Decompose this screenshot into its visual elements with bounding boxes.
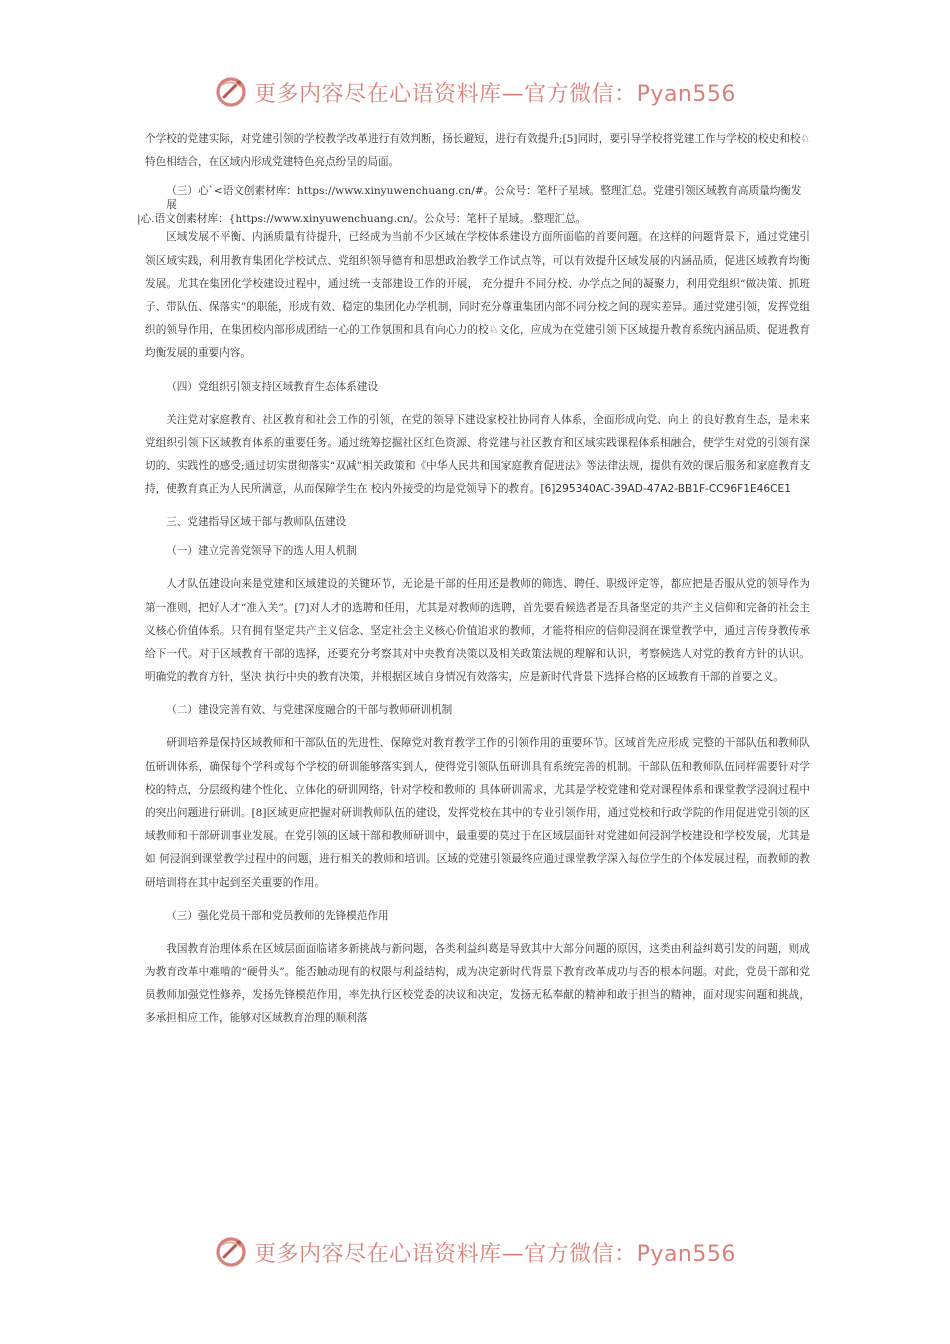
paragraph-talent-selection: 人才队伍建设向来是党建和区域建设的关键环节，无论是干部的任用还是教师的筛选、聘任、职级评定等，都应把是否服从党的领导作为第一准则，把好人才“准入关”。[7]对人才的选聘和任用，尤其是对教师的选聘，首先要看候选者是否具备坚定的共产主义信仰和完备的社会主义核心价值体系。只有拥有坚定共产主义信念、坚定社会主义核心价值追求的教师，才能将相应的信仰浸润在课堂教学中，通过言传身教传承给下一代。对于区域教育干部的选择，还要充分考察其对中央教育决策以及相关政策法规的理解和认识，考察候选人对党的教育方针的认识。明确党的教育方针，坚决 执行中央的教育决策，并根据区域自身情况有效落实，应是新时代背景下选择合格的区域教育干部的首要之义。: [145, 578, 810, 684]
paragraph-training-mechanism: 研训培养是保持区域教师和干部队伍的先进性、保障党对教育教学工作的引领作用的重要环节。区域首先应形成 完整的干部队伍和教师队伍研训体系，确保每个学科或每个学校的研训能够落实到人，使得党引领队伍研训具有系统完善的机制。干部队伍和教师队伍同样需要针对学校的特点，分层级构建个性化、立体化的研训网络，针对学校和教师的 具体研训需求，尤其是学校党建和党对课程体系和课堂教学浸润过程中的突出问题进行研训。[8]区域更应把握对研训教师队伍的建设，发挥党校在其中的专业引领作用，通过党校和行政学院的作用促进党引领的区域教师和干部研训事业发展。在党引领的区域干部和教师研训中，最重要的莫过于在区域层面针对党建如何浸润学校建设和学校发展，尤其是如 何浸润到课堂教学过程中的问题，进行相关的教师和培训。区域的党建引领最终应通过课堂教学深入每位学生的个体发展过程，而教师的教研培训将在其中起到至关重要的作用。: [145, 737, 810, 889]
section-heading-3-3: （三）心`<语文创素材库：https://www.xinyuwenchuang.cn/#。公众号：笔杆子星域。整理汇总。党建引领区域教育高质量均衡发展: [166, 185, 802, 212]
paragraph-education-ecosystem-text: 关注党对家庭教育、社区教育和社会工作的引领，在党的领导下建设家校社协同育人体系，全面形成向党、向上 的良好教育生态，是未来党组织引领下区域教育体系的重要任务。通过统筹挖掘社区红色资源、将党建与社区教育和区域实践课程体系相融合，使学生对党的引领有深切的、实践性的感受;通过切实贯彻落实“双减”相关政策和《中华人民共和国家庭教育促进法》等法律法规，提供有效的课后服务和家庭教育支持，使教育真正为人民所满意，从而保障学生在 校内外接受的均是党领导下的教育。: [145, 413, 810, 496]
paragraph-education-ecosystem: [145, 409, 810, 502]
watermark-text: [254, 1237, 736, 1268]
watermark-text: [254, 77, 736, 108]
paragraph-balanced-development: 区域发展不平衡、内涵质量有待提升，已经成为当前不少区域在学校体系建设方面所面临的首要问题。在这样的问题背景下，通过党建引领区域实践，利用教育集团化学校试点、党组织领导德育和思想政治教学工作试点等，可以有效提升区域发展的内涵品质，促进区域教育均衡发展。尤其在集团化学校建设过程中，通过统一支部建设工作的开展， 充分提升不同分校、办学点之间的凝聚力，利用党组织“做决策、抓班子、带队伍、保落实”的职能，形成有效、稳定的集团化办学机制，同时充分尊重集团内部不同分校之间的现实差异。通过党建引领，发挥党组织的领导作用，在集团校内部形成团结一心的工作氛围和具有向心力的校♘文化，应成为在党建引领下区域提升教育系统内涵品质、促进教育均衡发展的重要内容。: [145, 231, 810, 360]
section-heading-3-1: （一）建立完善党领导下的选人用人机制: [166, 545, 357, 558]
brand-logo-icon: [214, 1235, 248, 1269]
section-heading-3-4: （四）党组织引领支持区域教育生态体系建设: [166, 380, 379, 393]
watermark-separator: —: [501, 1241, 525, 1267]
document-body: [137, 128, 810, 1031]
section-heading-3-2: （二）建设完善有效、与党建深度融合的干部与教师研训机制: [166, 704, 453, 717]
chapter-heading-3: 三、党建指导区域干部与教师队伍建设: [166, 516, 347, 529]
header-watermark-banner: [0, 72, 950, 112]
paragraph-intro-continued: 个学校的党建实际，对党建引领的学校教学改革进行有效判断，扬长避短，进行有效提升;[5]同时，要引导学校将党建工作与学校的校史和校♘特色相结合，在区域内形成党建特色亮点纷呈的局面。: [145, 133, 810, 169]
paragraph-vanguard-role: 我国教育治理体系在区域层面面临诸多新挑战与新问题，各类利益纠葛是导致其中大部分问题的原因，这类由利益纠葛引发的问题，则成为教育改革中难啃的“硬骨头”。能否触动现有的权限与利益结构，成为决定新时代背景下教育改革成功与否的根本问题。对此，党员干部和党员教师加强党性修养，发扬先锋模范作用，率先执行区校党委的决议和决定，发扬无私奉献的精神和敢于担当的精神，面对现实问题和挑战，多承担相应工作，能够对区域教育治理的顺利落: [145, 942, 810, 1025]
section-heading-3-3b: （三）强化党员干部和党员教师的先锋模范作用: [166, 909, 389, 922]
source-notice: |心.语文创素材库：{https://www.xinyuwenchuang.cn/。公众号：笔杆子星域。.整理汇总。: [137, 213, 587, 226]
watermark-separator: —: [501, 81, 525, 107]
citation-ref-6: [6]295340AC-39AD-47A2-BB1F-CC96F1E46CE1: [540, 483, 791, 496]
watermark-site-name: 更多内容尽在心语资料库: [254, 81, 502, 107]
watermark-wechat: 官方微信：Pyan556: [524, 81, 736, 107]
brand-logo-icon: [214, 75, 248, 109]
footer-watermark-banner: [0, 1232, 950, 1272]
watermark-wechat: 官方微信：Pyan556: [524, 1241, 736, 1267]
watermark-site-name: 更多内容尽在心语资料库: [254, 1241, 502, 1267]
